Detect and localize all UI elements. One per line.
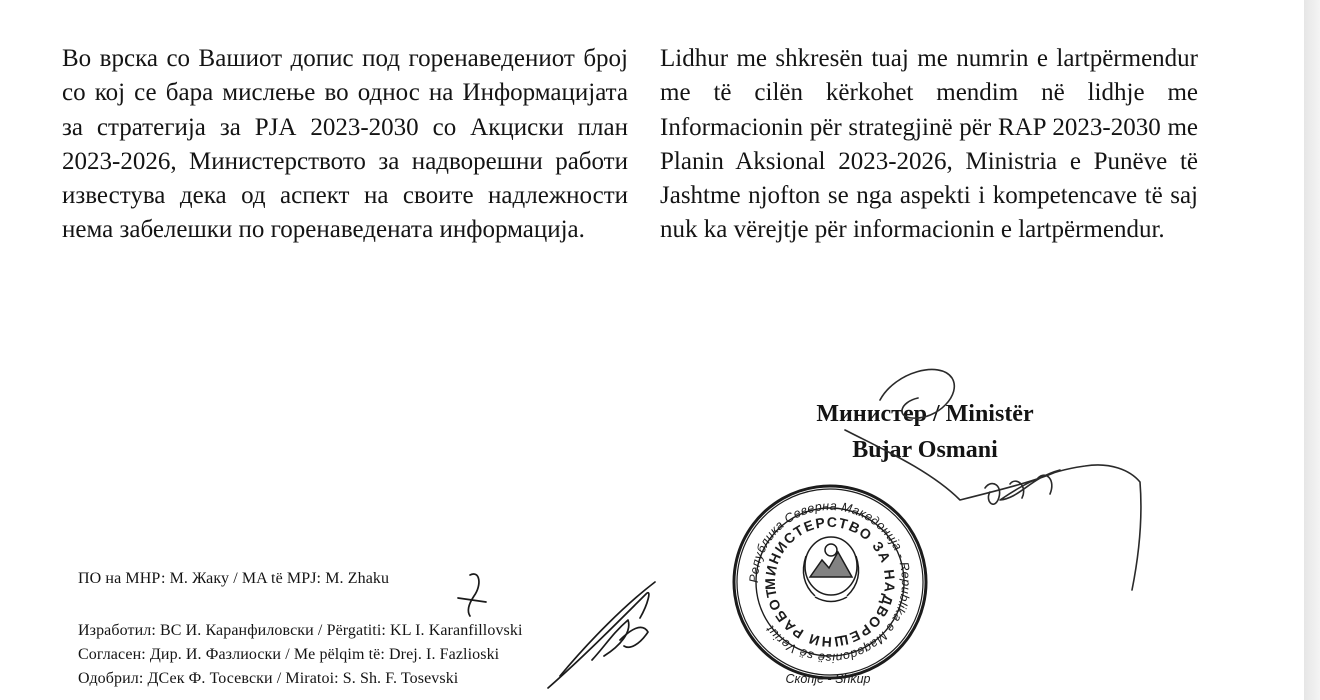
signatory-block [760,396,1090,468]
footer-prepared-line: Изработил: ВС И. Каранфиловски / Përgatiti: KL I. Karanfillovski [78,622,523,639]
paragraph-albanian: Lidhur me shkresën tuaj me numrin e lartpërmendur me të cilën kërkohet mendim në lidhje me Informacionin për strategjinë për RAP 2023-2030 me Planin Aksional 2023-2026, Ministria e Punëve të Jashtme njofton se nga aspekti i kompetencave të saj nuk ka vërejtje për informacionin e lartpërmendur. [660,45,1198,244]
seal-outer-ring-text: Република Северна Македонија - Republika e Maqedonisë së Veriut [746,498,914,666]
coat-of-arms-icon [803,537,858,602]
svg-text:Република Северна Македонија - [737,488,924,676]
footer-approved-line: Одобрил: ДСек Ф. Тосевски / Miratoi: S. Sh. F. Tosevski [78,670,459,687]
seal-inner-ring-text: МИНИСТЕРСТВО ЗА НАДВОРЕШНИ РАБОТИ [761,513,899,651]
paragraph-macedonian: Во врска со Вашиот допис под горенаведениот број со кој се бара мислење во однос на Информацијата за стратегија за РЈА 2023-2030 со Акциски план 2023-2026, Министерството за надворешни работи известува дека од аспект на своите надлежности нема забелешки по горенаведената информација. [62,45,628,244]
signatory-title: Министер / Ministër [816,401,1034,427]
signatory-name: Bujar Osmani [852,437,998,463]
seal-bottom-text: Скопје - Shkup [785,672,871,686]
footer-agreed-line: Согласен: Дир. И. Фазлиоски / Me pëlqim të: Drej. I. Fazlioski [78,646,500,663]
page-edge-shadow [1304,0,1320,700]
footer-po-line: ПО на МНР: М. Жаку / MA të MPJ: M. Zhaku [78,570,390,587]
